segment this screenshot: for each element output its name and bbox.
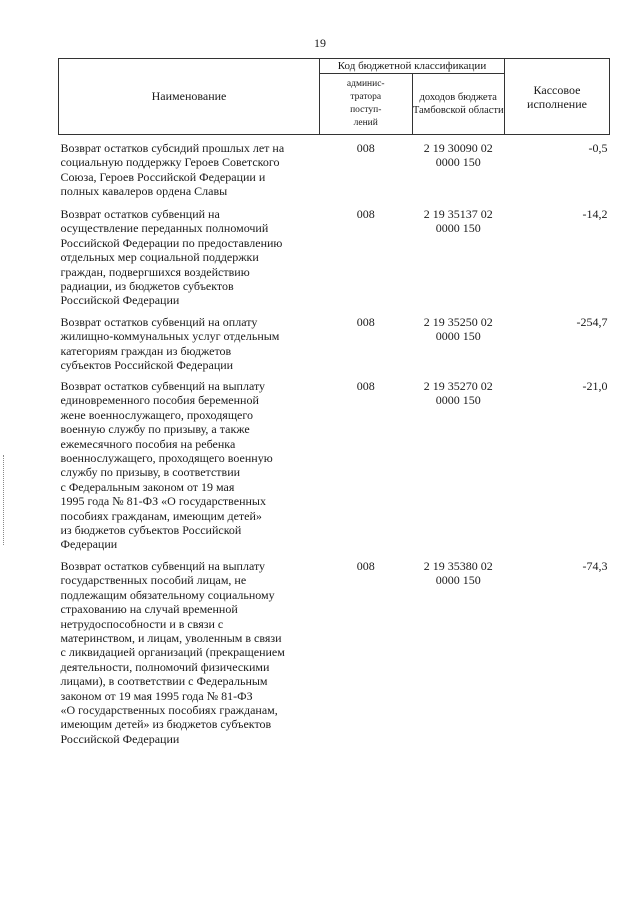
table-row xyxy=(59,309,610,373)
row-admin-code: 008 xyxy=(356,141,375,155)
header-row-top xyxy=(59,59,610,74)
budget-table xyxy=(58,58,610,769)
row-admin-code: 008 xyxy=(356,315,375,329)
row-admin-code: 008 xyxy=(356,379,375,393)
row-amount: -14,2 xyxy=(582,207,608,221)
row-name: Возврат остатков субвенций на выплату единовременного пособия беременной жене военнослужащего, проходящего военную службу по призыву, а также ежемесячного пособия на ребенка военнослужащего, проходящего военную службу по призыву, в соответствии с Федеральным законом от 19 мая 1995 года № 81-ФЗ «О государственных пособиях гражданам, имеющим детей» из бюджетов субъектов Российской Федерации xyxy=(60,379,273,552)
row-name-cell xyxy=(59,201,320,309)
header-budget-code-group: Код бюджетной классификации xyxy=(320,59,505,74)
table-row xyxy=(59,135,610,202)
header-name: Наименование xyxy=(59,59,320,135)
scan-edge-mark xyxy=(3,455,5,545)
header-cash-execution xyxy=(505,59,610,135)
row-admin-code: 008 xyxy=(356,207,375,221)
row-name: Возврат остатков субсидий прошлых лет на социальную поддержку Героев Советского Союза, Героев Российской Федерации и полных кавалеров ордена Славы xyxy=(60,141,285,199)
table-row xyxy=(59,373,610,553)
header-income-label: доходов бюджета Тамбовской области xyxy=(412,92,504,116)
row-name: Возврат остатков субвенций на осуществление переданных полномочий Российской Федерации по предоставлению отдельных мер социальной поддержки граждан, подвергшихся воздействию радиации, из бюджетов субъектов Российской Федерации xyxy=(60,207,283,308)
row-admin-code: 008 xyxy=(356,559,375,573)
row-name: Возврат остатков субвенций на выплату государственных пособий лицам, не подлежащим обязательному социальному страхованию на случай временной нетрудоспособности и в связи с материнством, и лицам, уволенным в связи с ликвидацией организаций (прекращением деятельности, полномочий физическими лицами), в соответствии с Федеральным законом от 19 мая 1995 года № 81-ФЗ «О государственных пособиях гражданам, имеющим детей» из бюджетов субъектов Российской Федерации xyxy=(60,559,285,746)
row-amount: -254,7 xyxy=(576,315,608,329)
row-amount: -0,5 xyxy=(588,141,608,155)
row-name: Возврат остатков субвенций на оплату жилищно-коммунальных услуг отдельным категориям граждан из бюджетов субъектов Российской Федерации xyxy=(60,315,280,373)
table-row xyxy=(59,553,610,769)
row-income-code: 2 19 35137 02 0000 150 xyxy=(423,207,493,236)
header-administrator-label: админис- тратора поступ- лений xyxy=(346,79,385,128)
row-name-cell xyxy=(59,553,320,769)
row-income-code: 2 19 35250 02 0000 150 xyxy=(423,315,493,344)
table-row xyxy=(59,201,610,309)
row-amount: -74,3 xyxy=(582,559,608,573)
row-name-cell xyxy=(59,309,320,373)
header-administrator xyxy=(320,74,413,135)
row-amount: -21,0 xyxy=(582,379,608,393)
page-number: 19 xyxy=(314,36,326,50)
row-name-cell xyxy=(59,135,320,202)
row-income-code: 2 19 30090 02 0000 150 xyxy=(423,141,493,170)
header-cash-execution-label: Кассовое исполнение xyxy=(527,82,587,111)
row-income-code: 2 19 35380 02 0000 150 xyxy=(423,559,493,588)
header-income xyxy=(412,74,505,135)
row-income-code: 2 19 35270 02 0000 150 xyxy=(423,379,493,408)
row-name-cell xyxy=(59,373,320,553)
